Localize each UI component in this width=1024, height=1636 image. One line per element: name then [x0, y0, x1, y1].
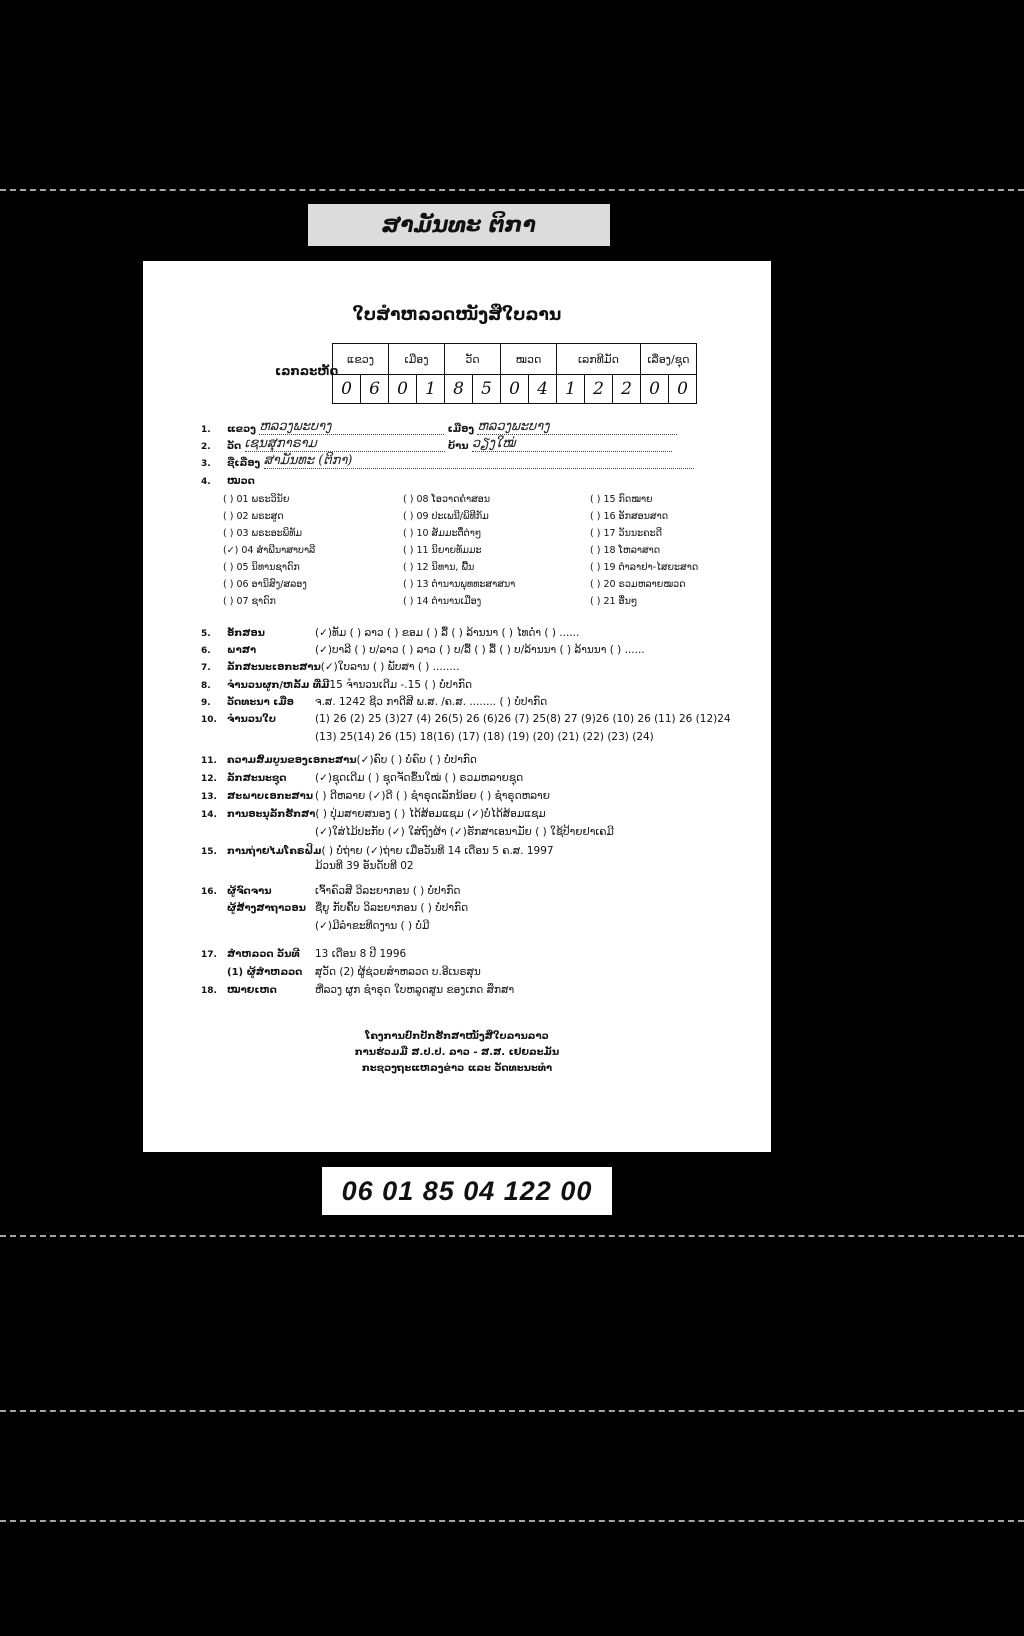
wat-label: ວັດ — [227, 441, 242, 452]
row-number: 8. — [201, 681, 211, 691]
category-option: ( ) 20 ຣວມຫລາຍໝວດ — [590, 579, 686, 590]
row-number: 14. — [201, 810, 217, 820]
form-row — [201, 808, 546, 820]
form-row — [201, 731, 654, 743]
code-digit: 0 — [389, 375, 417, 404]
story-value: ສາມັນທະ (ຕິກາ) — [264, 453, 694, 469]
form-row — [201, 920, 429, 932]
row-number: 18. — [201, 986, 217, 996]
form-row — [201, 902, 468, 914]
row-label: ລັກສະນະຊຸດ — [227, 773, 287, 784]
row-label: ຄວາມສົມບູນຂອງເອກະສານ — [227, 755, 357, 766]
code-digit: 6 — [361, 375, 389, 404]
document-title-strip — [308, 204, 610, 246]
category-option: ( ) 09 ປະເພນີ/ພິທີກັມ — [403, 511, 489, 522]
row-value: ( ) ບໍ່ຖ່າຍ (✓)ຖ່າຍ ເມື່ອວັນທີ 14 ເດືອນ 5 ຄ.ສ. 1997 — [321, 845, 554, 857]
code-digit: 2 — [585, 375, 613, 404]
scan-line — [0, 1520, 1024, 1522]
province-value: ຫລວງພະບາງ — [259, 419, 444, 435]
code-digit: 0 — [641, 375, 669, 404]
category-option: ( ) 14 ຕຳນານເມືອງ — [403, 596, 482, 607]
code-digit: 8 — [445, 375, 473, 404]
form-row — [201, 845, 554, 857]
form-row — [201, 696, 547, 708]
code-digit: 0 — [501, 375, 529, 404]
wat-value: ເຊນສຸກາຣາມ — [245, 436, 445, 452]
row-label: ອັກສອນ — [227, 628, 265, 639]
document-title: ສາມັນທະ ຕິກາ — [382, 212, 536, 238]
row-number: 11. — [201, 756, 217, 766]
code-header: ເລກທີມັດ — [557, 344, 641, 375]
category-option: ( ) 12 ນິທານ, ພື້ນ — [403, 562, 475, 573]
row-value: (13) 25(14) 26 (15) 18(16) (17) (18) (19) (20) (21) (22) (23) (24) — [315, 731, 654, 743]
row-label: ຜູ້ຈົດຈານ — [227, 886, 272, 897]
row-value: 15 ຈຳນວນເດີມ -.15 ( ) ບໍ່ປາກົດ — [329, 679, 473, 691]
row-label: ພາສາ — [227, 645, 257, 656]
footer-line: ການຮ່ວມມື ສ.ປ.ປ. ລາວ - ສ.ສ. ເຢຍລະມັນ — [354, 1047, 560, 1058]
category-option: ( ) 03 ພຣະອະພິທັມ — [223, 528, 303, 539]
row-label: ການອະນຸລັກຮັກສາ — [227, 809, 316, 820]
story-label: ຊື່ເລື່ອງ — [227, 458, 261, 469]
district-value: ຫລວງພະບາງ — [477, 419, 677, 435]
form-row — [201, 885, 460, 897]
code-table — [332, 343, 697, 404]
form-row — [201, 948, 406, 960]
category-option: ( ) 18 ໂຫລາສາດ — [590, 545, 661, 556]
row-label: ຜູ້ສ້າງສາຖາວອນ — [227, 903, 306, 914]
category-option: ( ) 11 ນິຍາຍທັມມະ — [403, 545, 482, 556]
form-row — [201, 826, 614, 838]
row-value: (✓)ທັມ ( ) ລາວ ( ) ຂອມ ( ) ລື້ ( ) ລ້ານນາ ( ) ໄທດຳ ( ) ...... — [315, 627, 580, 639]
category-option: ( ) 16 ອັກສອນສາດ — [590, 511, 669, 522]
row-number: 12. — [201, 774, 217, 784]
row-value: ສຸວັດ (2) ຜູ້ຊ່ວຍສຳຫລວດ ບ.ອີເນຣສຸນ — [315, 966, 481, 978]
form-row — [201, 966, 481, 978]
district-label: ເມືອງ — [447, 424, 475, 435]
category-option: ( ) 15 ກົດໝາຍ — [590, 494, 653, 505]
row-value: ເຈົ້າຄົວສີ ວິລະຍາກອນ ( ) ບໍ່ປາກົດ — [315, 885, 461, 897]
form-row — [201, 754, 477, 766]
code-digit: 0 — [669, 375, 697, 404]
category-option: ( ) 19 ຕຳລາຢາ-ໄສຍະສາດ — [590, 562, 699, 573]
category-option: ( ) 10 ສັມມະຕິ໋ຕ່າໆ — [403, 528, 482, 539]
row-label: ຈຳນວນຜູກ/ຫລັ້ມ ທີ່ມີ — [227, 680, 330, 691]
code-digit: 0 — [333, 375, 361, 404]
row-value: 13 ເດືອນ 8 ປີ 1996 — [315, 948, 407, 960]
row-number: 15. — [201, 847, 217, 857]
row-label: ສະພາບເອກະສານ — [227, 791, 314, 802]
field-story-row: 3. ຊື່ເລື່ອງ ສາມັນທະ (ຕິກາ) — [201, 453, 694, 469]
footer-line: ໂຄງການປົກປັກຮັກສາໜັງສືໃບລານລາວ — [365, 1031, 549, 1042]
code-header: ວັດ — [445, 344, 501, 375]
village-label: ບ້ານ — [447, 441, 469, 452]
form-row — [201, 772, 523, 784]
row-value: ຊື່ຍູ ກັບຄ້ົບ ວິລະຍາກອນ ( ) ບໍ່ປາກົດ — [315, 902, 469, 914]
row-value: (✓)ມີລຳຂະທີດງານ ( ) ບໍ່ມີ — [315, 920, 430, 932]
scan-line — [0, 1410, 1024, 1412]
manuscript-code: 06 01 85 04 122 00 — [341, 1175, 593, 1206]
field-wat-row: 2. ວັດ ເຊນສຸກາຣາມ ບ້ານ ວຽງໃໝ່ — [201, 436, 672, 452]
form-row — [201, 661, 459, 673]
row-number: 13. — [201, 792, 217, 802]
row-number: 6. — [201, 646, 211, 656]
form-row — [201, 713, 731, 725]
form-title: ໃບສຳຫລວດໜັງສືໃບລານ — [352, 305, 562, 325]
row-value: (✓)ໃສ່ໄມ້ປະກັບ (✓) ໃສ່ຖົງຜ້າ (✓)ຮັກສາເອນາມັຍ ( ) ໃຊ້ປ້າຍຢາເຄມີ — [315, 826, 614, 838]
scan-line — [0, 1235, 1024, 1237]
row-number: 7. — [201, 663, 211, 673]
row-value: ຈ.ສ. 1242 ຊີວ ກາດີສີ ພ.ສ. /ຄ.ສ. ........ ( ) ບໍ່ປາກົດ — [315, 696, 548, 708]
scan-line — [0, 189, 1024, 191]
code-header: ແຂວງ — [333, 344, 389, 375]
category-option: (✓) 04 ສຳພີນາສາບາລີ — [223, 545, 316, 556]
row-value: ( ) ດີຫລາຍ (✓)ດີ ( ) ຊຳຣຸດເລັກນ້ອຍ ( ) ຊຳຣຸດຫລາຍ — [315, 790, 550, 802]
code-digit: 2 — [613, 375, 641, 404]
category-label: ໝວດ — [227, 476, 255, 487]
category-option: ( ) 05 ນິທານຊາດົກ — [223, 562, 300, 573]
row-number: 5. — [201, 629, 211, 639]
category-option: ( ) 13 ຕຳນານພຸທທະສາສນາ — [403, 579, 516, 590]
row-label: ການຖ່າຍໄມໂຄຣຟິມ — [227, 846, 322, 857]
field-category-row: 4. ໝວດ — [201, 476, 255, 487]
row-label: ລັກສະນະເອກະສານ — [227, 662, 321, 673]
row-value: ມ້ວນທີ 39 ອັນດັບທີ 02 — [315, 860, 414, 872]
code-label: ເລກລະຫັດ — [275, 364, 339, 378]
row-label: (1) ຜູ້ສຳຫລວດ — [227, 967, 303, 978]
code-digit: 1 — [557, 375, 585, 404]
category-option: ( ) 08 ໂອວາດຄຳສອນ — [403, 494, 491, 505]
province-label: ແຂວງ — [227, 424, 256, 435]
form-row — [201, 860, 414, 872]
row-number: 10. — [201, 715, 217, 725]
code-header: ໝວດ — [501, 344, 557, 375]
form-row — [201, 984, 514, 996]
row-number: 17. — [201, 950, 217, 960]
row-value: (✓)ໃບລານ ( ) ພັບສາ ( ) ........ — [320, 661, 460, 673]
row-value: (✓)ຄົບ ( ) ບໍ່ຄົບ ( ) ບໍ່ປາກົດ — [356, 754, 477, 766]
code-header: ເມືອງ — [389, 344, 445, 375]
form-row — [201, 644, 645, 656]
category-option: ( ) 02 ພຣະສູດ — [223, 511, 284, 522]
row-value: (1) 26 (2) 25 (3)27 (4) 26(5) 26 (6)26 (7) 25(8) 27 (9)26 (10) 26 (11) 26 (12)24 — [315, 713, 731, 725]
category-option: ( ) 01 ພຣະວິນັຍ — [223, 494, 290, 505]
row-label: ໝາຍເຫດ — [227, 985, 277, 996]
category-option: ( ) 17 ວັນນະຄະດີ — [590, 528, 662, 539]
row-value: ( ) ປຸ່ມສາຍສນອງ ( ) ໄດ້ສ້ອມແຊມ (✓)ບໍ່ໄດ້ສ້ອມແຊມ — [315, 808, 546, 820]
category-option: ( ) 21 ອື່ນໆ — [590, 596, 638, 607]
village-value: ວຽງໃໝ່ — [472, 436, 672, 452]
footer-line: ກະຊວງຖະແຫລງຂ່າວ ແລະ ວັດທະນະທຳ — [361, 1063, 553, 1074]
form-row — [201, 679, 472, 691]
survey-form-sheet — [143, 261, 771, 1152]
row-label: ວັດທະນາ ເມື່ອ — [227, 697, 294, 708]
row-value: ຫີ່ລວງ ຜູກ ຊຳຣຸດ ໃບຫລູດສູນ ຂອງເກດ ສຶກສາ — [315, 984, 515, 996]
code-digit: 1 — [417, 375, 445, 404]
category-option: ( ) 07 ຊາດົກ — [223, 596, 276, 607]
row-value: (✓)ບາລີ ( ) ບ/ລາວ ( ) ລາວ ( ) ບ/ລື້ ( ) ລື້ ( ) ບ/ລ້ານນາ ( ) ລ້ານນາ ( ) ...... — [315, 644, 645, 656]
category-option: ( ) 06 ອານິສົງ/ສລອງ — [223, 579, 307, 590]
row-number: 9. — [201, 698, 211, 708]
form-footer — [143, 1029, 771, 1077]
manuscript-code-label — [322, 1167, 612, 1215]
form-row — [201, 627, 579, 639]
code-digit: 4 — [529, 375, 557, 404]
field-province-row: 1. ແຂວງ ຫລວງພະບາງ ເມືອງ ຫລວງພະບາງ — [201, 419, 677, 435]
row-label: ຈຳນວນໃບ — [227, 714, 277, 725]
row-label: ສຳຫລວດ ວັນທີ — [227, 949, 300, 960]
row-value: (✓)ຊຸດເດີມ ( ) ຊຸດຈັດຂຶ້ນໃໝ່ ( ) ຣວມຫລາຍຊຸດ — [315, 772, 524, 784]
form-row — [201, 790, 550, 802]
row-number: 16. — [201, 887, 217, 897]
code-digit: 5 — [473, 375, 501, 404]
code-header: ເລື່ອງ/ຊຸດ — [641, 344, 697, 375]
